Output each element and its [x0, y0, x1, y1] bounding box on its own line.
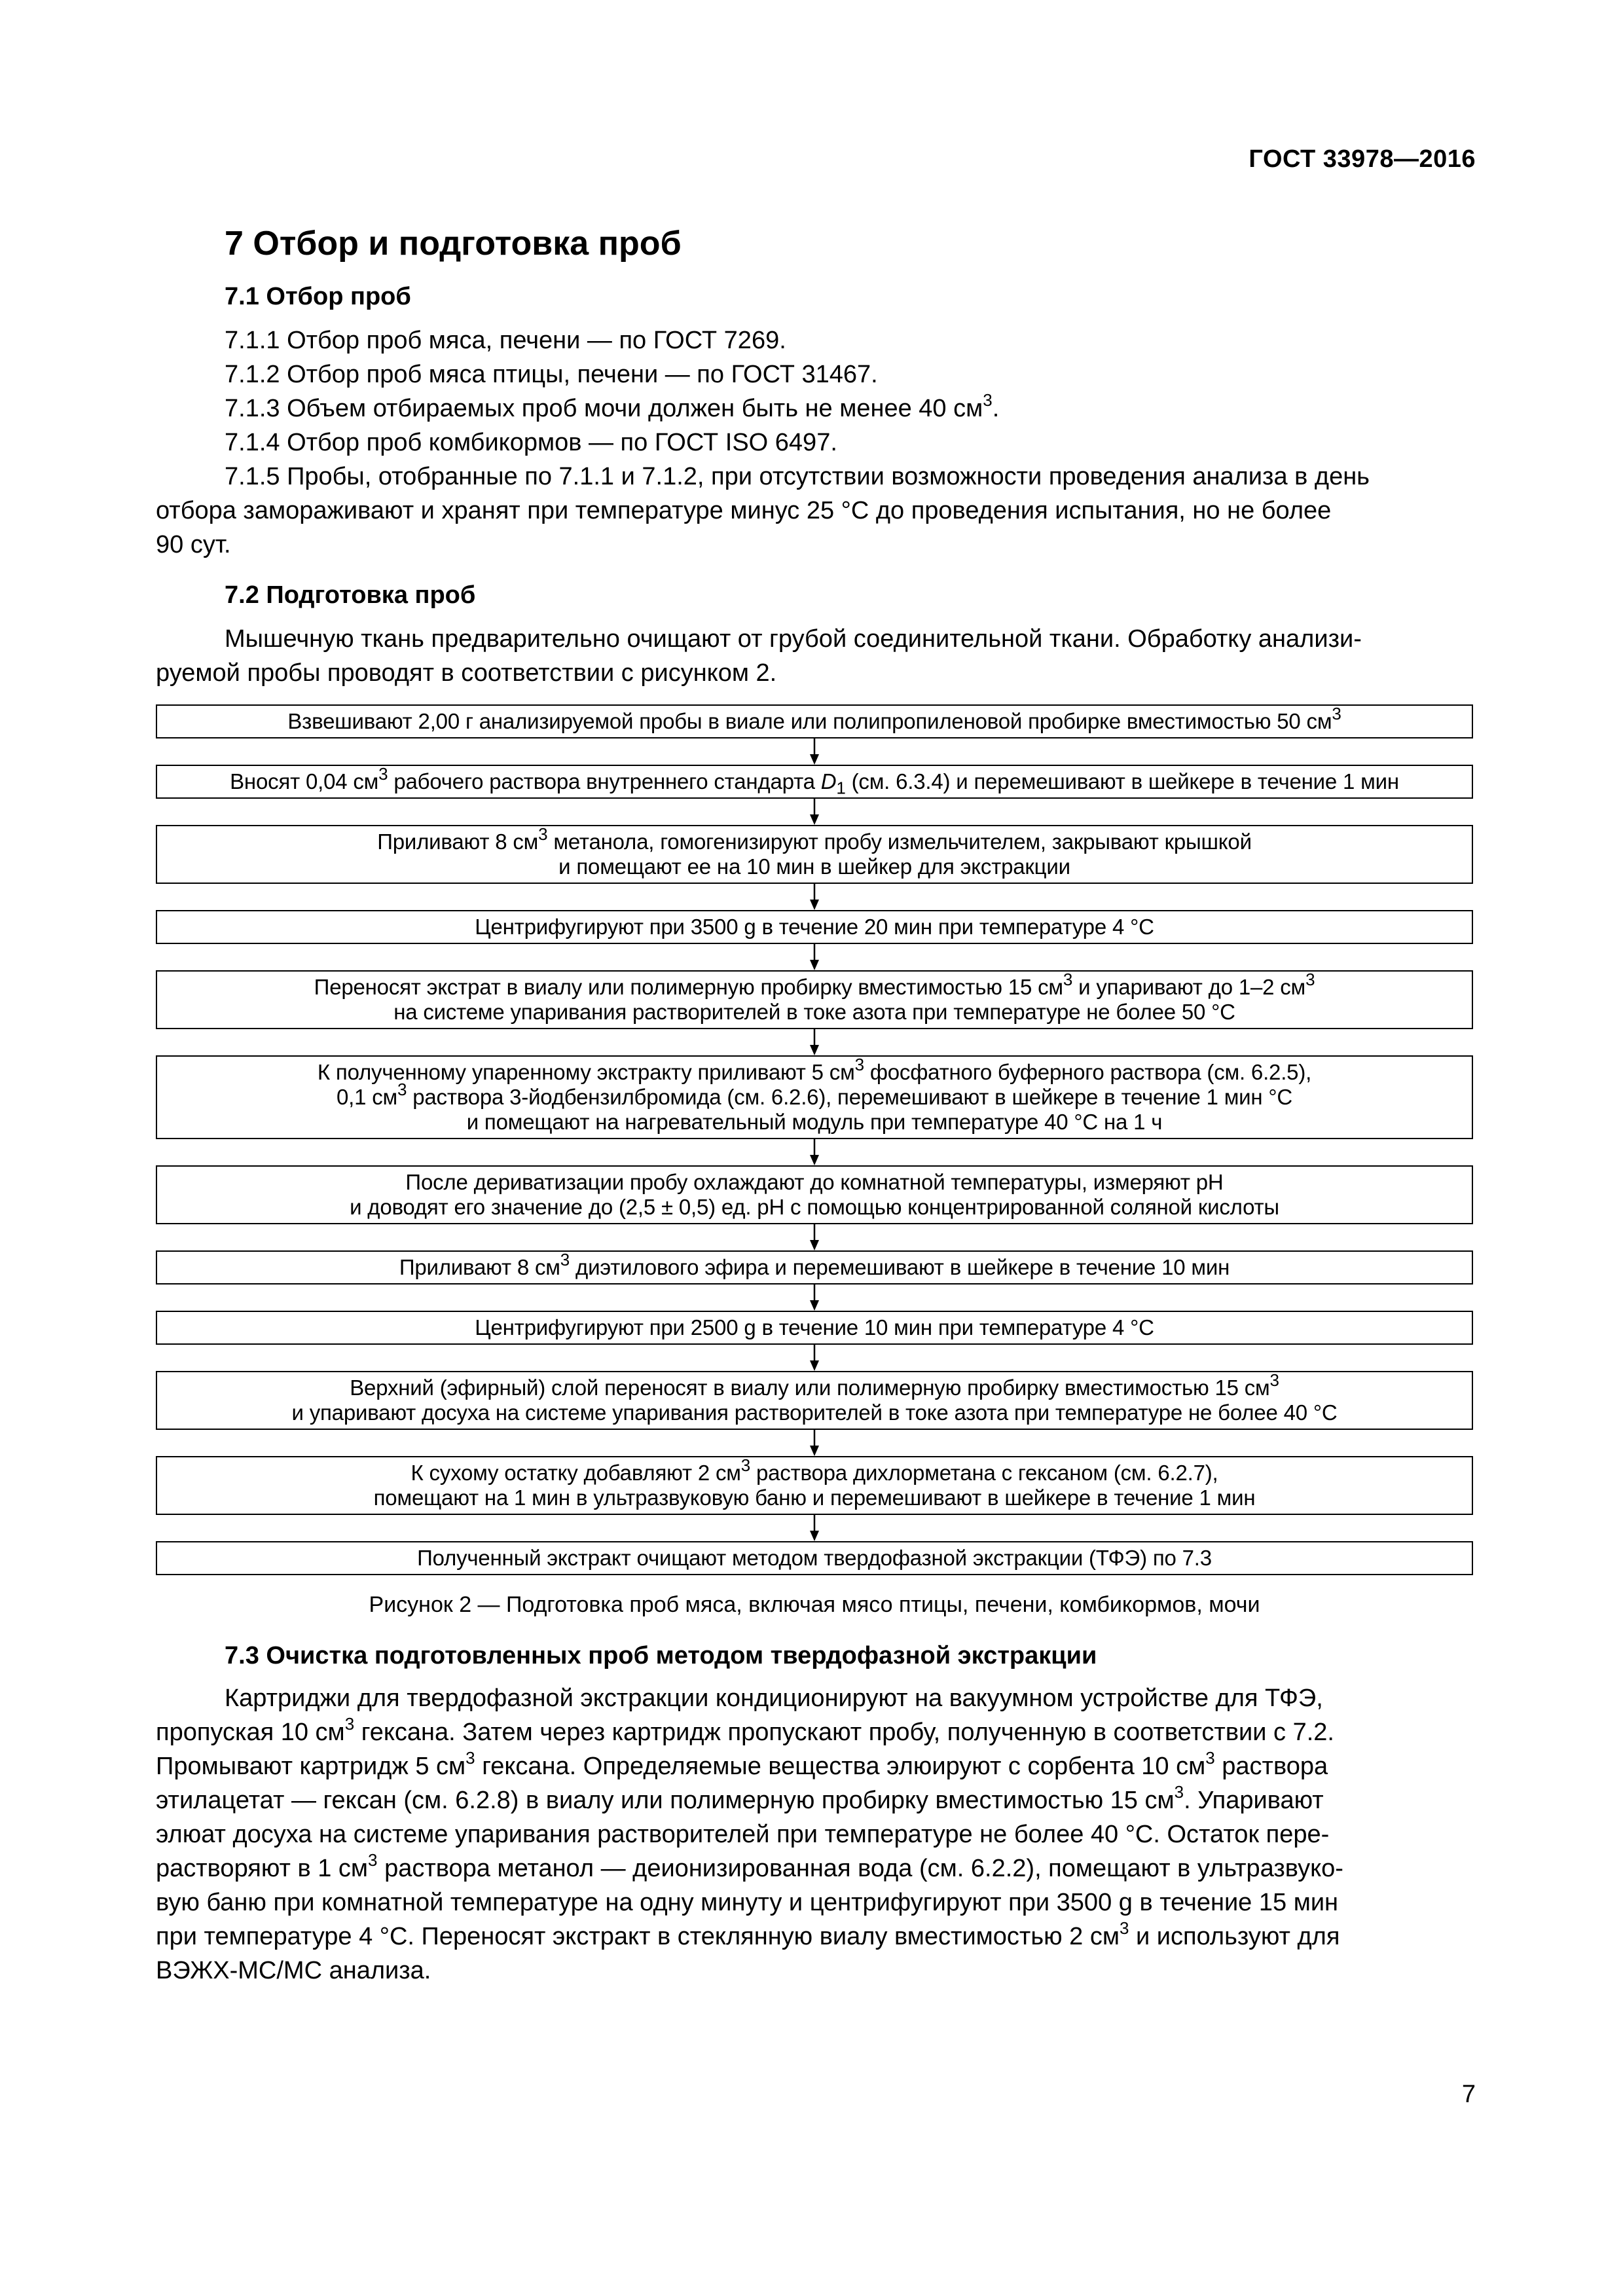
- flow-step-3: [156, 825, 1473, 884]
- superscript: 3: [378, 764, 388, 784]
- body-text: и используют для: [1129, 1923, 1340, 1950]
- flow-arrow: [156, 1285, 1473, 1311]
- superscript: 3: [465, 1748, 475, 1768]
- superscript: 3: [560, 1250, 570, 1269]
- flow-line: [164, 1370, 1465, 1400]
- arrow-down-icon: [808, 1345, 821, 1371]
- flow-line: на системе упаривания растворителей в токе азота при температуре не более 50 °С: [393, 1000, 1235, 1024]
- flow-arrow: [156, 1430, 1473, 1456]
- flow-text: и упаривают до 1–2 см: [1072, 975, 1306, 999]
- arrow-down-icon: [808, 1029, 821, 1055]
- section-7-3-line-3: [156, 1749, 1473, 1783]
- arrow-down-icon: [808, 1224, 821, 1250]
- section-7-3-line-2: [156, 1715, 1473, 1749]
- superscript: 3: [368, 1850, 378, 1870]
- item-7-1-2: 7.1.2 Отбор проб мяса птицы, печени — по ГОСТ 31467.: [225, 361, 878, 388]
- item-7-1-5-line-2: отбора замораживают и хранят при температуре минус 25 °С до проведения испытания, но не более: [156, 497, 1332, 524]
- figure-caption: Рисунок 2 — Подготовка проб мяса, включая мясо птицы, печени, комбикормов, мочи: [369, 1592, 1260, 1617]
- arrow-down-icon: [808, 1139, 821, 1165]
- superscript: 3: [1269, 1370, 1279, 1390]
- body-text: раствора: [1214, 1753, 1328, 1780]
- superscript: 3: [1332, 704, 1341, 723]
- section-7-2-para-line-2: руемой пробы проводят в соответствии с рисунком 2.: [156, 659, 777, 687]
- flow-text: 0,1 см: [336, 1085, 397, 1109]
- flow-line: [164, 970, 1465, 1000]
- arrow-down-icon: [808, 799, 821, 825]
- flow-text: фосфатного буферного раствора (см. 6.2.5),: [864, 1060, 1312, 1084]
- flow-line: и помещают на нагревательный модуль при температуре 40 °С на 1 ч: [466, 1110, 1163, 1134]
- section-7-3-line-9: ВЭЖХ-МС/МС анализа.: [156, 1957, 431, 1984]
- section-7-2-para-line-1: Мышечную ткань предварительно очищают от грубой соединительной ткани. Обработку анализи-: [225, 625, 1362, 653]
- flow-text: метанола, гомогенизируют пробу измельчителем, закрывают крышкой: [547, 829, 1252, 854]
- body-text: растворяют в 1 см: [156, 1855, 369, 1882]
- superscript: 3: [538, 824, 548, 844]
- section-7-title: 7 Отбор и подготовка проб: [225, 225, 682, 263]
- flow-line: [164, 824, 1465, 854]
- flow-text: Вносят 0,04 см: [230, 769, 379, 793]
- section-7-3-line-8: [156, 1920, 1473, 1954]
- item-7-1-5-line-3: 90 сут.: [156, 531, 231, 558]
- flow-step-8: [156, 1250, 1473, 1285]
- arrow-down-icon: [808, 884, 821, 910]
- section-7-2-title: 7.2 Подготовка проб: [225, 581, 476, 609]
- superscript: 3: [1120, 1918, 1129, 1939]
- body-text: гексана. Затем через картридж пропускают пробу, полученную в соответствии с 7.2.: [354, 1719, 1334, 1746]
- section-7-1-title: 7.1 Отбор проб: [225, 283, 411, 310]
- flow-step-7: [156, 1165, 1473, 1224]
- flow-step-5: [156, 970, 1473, 1029]
- flow-text: Переносят экстрат в виалу или полимерную пробирку вместимостью 15 см: [314, 975, 1063, 999]
- page-content: [156, 220, 1473, 1988]
- body-text: . Упаривают: [1184, 1787, 1324, 1814]
- flow-arrow: [156, 884, 1473, 910]
- superscript: 3: [983, 390, 993, 410]
- flow-arrow: [156, 1139, 1473, 1165]
- flow-step-4: Центрифугируют при 3500 g в течение 20 мин при температуре 4 °С: [156, 910, 1473, 944]
- flowchart: [156, 704, 1473, 1575]
- arrow-down-icon: [808, 1285, 821, 1311]
- flow-line: [164, 1455, 1465, 1485]
- flow-arrow: [156, 1515, 1473, 1541]
- section-7-3-line-5: элюат досуха на системе упаривания растворителей при температуре не более 40 °С. Остаток пере-: [156, 1821, 1330, 1848]
- arrow-down-icon: [808, 1515, 821, 1541]
- body-text: раствора метанол — деионизированная вода (см. 6.2.2), помещают в ультразвуко-: [377, 1855, 1343, 1882]
- item-7-1-1: 7.1.1 Отбор проб мяса, печени — по ГОСТ 7269.: [225, 327, 786, 354]
- flow-line: и помещают ее на 10 мин в шейкер для экстракции: [558, 854, 1070, 879]
- section-7-3-line-7: вую баню при комнатной температуре на одну минуту и центрифугируют при 3500 g в течение 15 мин: [156, 1889, 1339, 1916]
- superscript: 3: [1063, 970, 1073, 989]
- section-7-3-line-4: [156, 1783, 1473, 1817]
- flow-arrow: [156, 1029, 1473, 1055]
- item-7-1-5-line-1: 7.1.5 Пробы, отобранные по 7.1.1 и 7.1.2, при отсутствии возможности проведения анализа в день: [225, 463, 1370, 490]
- item-7-1-3-end: .: [992, 395, 1000, 422]
- flow-line: После дериватизации пробу охлаждают до комнатной температуры, измеряют pH: [405, 1170, 1224, 1194]
- flow-text: раствора дихлорметана с гексаном (см. 6.2.7),: [750, 1461, 1218, 1485]
- section-7-3-line-1: Картриджи для твердофазной экстракции кондиционируют на вакуумном устройстве для ТФЭ,: [225, 1685, 1323, 1712]
- flow-text: раствора 3-йодбензилбромида (см. 6.2.6), перемешивают в шейкере в течение 1 мин °С: [407, 1085, 1293, 1109]
- flow-text: К сухому остатку добавляют 2 см: [410, 1461, 741, 1485]
- item-7-1-3-text: 7.1.3 Объем отбираемых проб мочи должен быть не менее 40 см: [225, 395, 983, 422]
- superscript: 3: [740, 1455, 751, 1475]
- flow-line: [164, 1055, 1465, 1085]
- superscript: 3: [1305, 970, 1315, 989]
- flow-step-2: [156, 765, 1473, 799]
- arrow-down-icon: [808, 738, 821, 765]
- flow-line: [164, 1080, 1465, 1110]
- body-text: пропуская 10 см: [156, 1719, 345, 1746]
- flow-arrow: [156, 1345, 1473, 1371]
- superscript: 3: [1205, 1748, 1215, 1768]
- body-text: Промывают картридж 5 см: [156, 1753, 466, 1780]
- flow-step-9: Центрифугируют при 2500 g в течение 10 мин при температуре 4 °С: [156, 1311, 1473, 1345]
- flow-text: Приливают 8 см: [399, 1255, 560, 1279]
- page-number: 7: [1461, 2081, 1476, 2108]
- flow-text: Верхний (эфирный) слой переносят в виалу или полимерную пробирку вместимостью 15 см: [350, 1376, 1270, 1400]
- subscript: 1: [836, 778, 846, 798]
- flow-text: рабочего раствора внутреннего стандарта: [388, 769, 821, 793]
- flow-text: Взвешивают 2,00 г анализируемой пробы в виале или полипропиленовой пробирке вместимостью 50 см: [287, 709, 1332, 733]
- flow-text: (см. 6.3.4) и перемешивают в шейкере в течение 1 мин: [845, 769, 1399, 793]
- flow-line: и упаривают досуха на системе упаривания растворителей в токе азота при температуре не более 40 °С: [291, 1400, 1338, 1425]
- flow-step-6: [156, 1055, 1473, 1139]
- document-code: ГОСТ 33978—2016: [1249, 145, 1476, 173]
- arrow-down-icon: [808, 944, 821, 970]
- body-text: гексана. Определяемые вещества элюируют с сорбента 10 см: [475, 1753, 1206, 1780]
- flow-arrow: [156, 738, 1473, 765]
- superscript: 3: [854, 1055, 864, 1074]
- flow-step-1: [156, 704, 1473, 738]
- body-text: при температуре 4 °С. Переносят экстракт в стеклянную виалу вместимостью 2 см: [156, 1923, 1120, 1950]
- flow-arrow: [156, 944, 1473, 970]
- flow-arrow: [156, 1224, 1473, 1250]
- flow-line: и доводят его значение до (2,5 ± 0,5) ед. pH с помощью концентрированной соляной кислоты: [350, 1195, 1279, 1219]
- flow-text: К полученному упаренному экстракту приливают 5 см: [317, 1060, 855, 1084]
- superscript: 3: [397, 1080, 407, 1099]
- item-7-1-3: [156, 392, 1473, 426]
- flow-step-10: [156, 1371, 1473, 1430]
- flow-line: помещают на 1 мин в ультразвуковую баню и перемешивают в шейкере в течение 1 мин: [373, 1485, 1256, 1510]
- section-7-3-line-6: [156, 1851, 1473, 1886]
- superscript: 3: [1174, 1782, 1184, 1802]
- section-7-3-title: 7.3 Очистка подготовленных проб методом твердофазной экстракции: [225, 1642, 1097, 1669]
- body-text: этилацетат — гексан (см. 6.2.8) в виалу или полимерную пробирку вместимостью 15 см: [156, 1787, 1175, 1814]
- arrow-down-icon: [808, 1430, 821, 1456]
- flow-text: диэтилового эфира и перемешивают в шейкере в течение 10 мин: [570, 1255, 1230, 1279]
- flow-step-12: Полученный экстракт очищают методом твердофазной экстракции (ТФЭ) по 7.3: [156, 1541, 1473, 1575]
- flow-step-11: [156, 1456, 1473, 1515]
- variable: D: [820, 769, 837, 793]
- item-7-1-4: 7.1.4 Отбор проб комбикормов — по ГОСТ ISO 6497.: [225, 429, 837, 456]
- superscript: 3: [344, 1714, 355, 1734]
- flow-text: Приливают 8 см: [377, 829, 539, 854]
- flow-arrow: [156, 799, 1473, 825]
